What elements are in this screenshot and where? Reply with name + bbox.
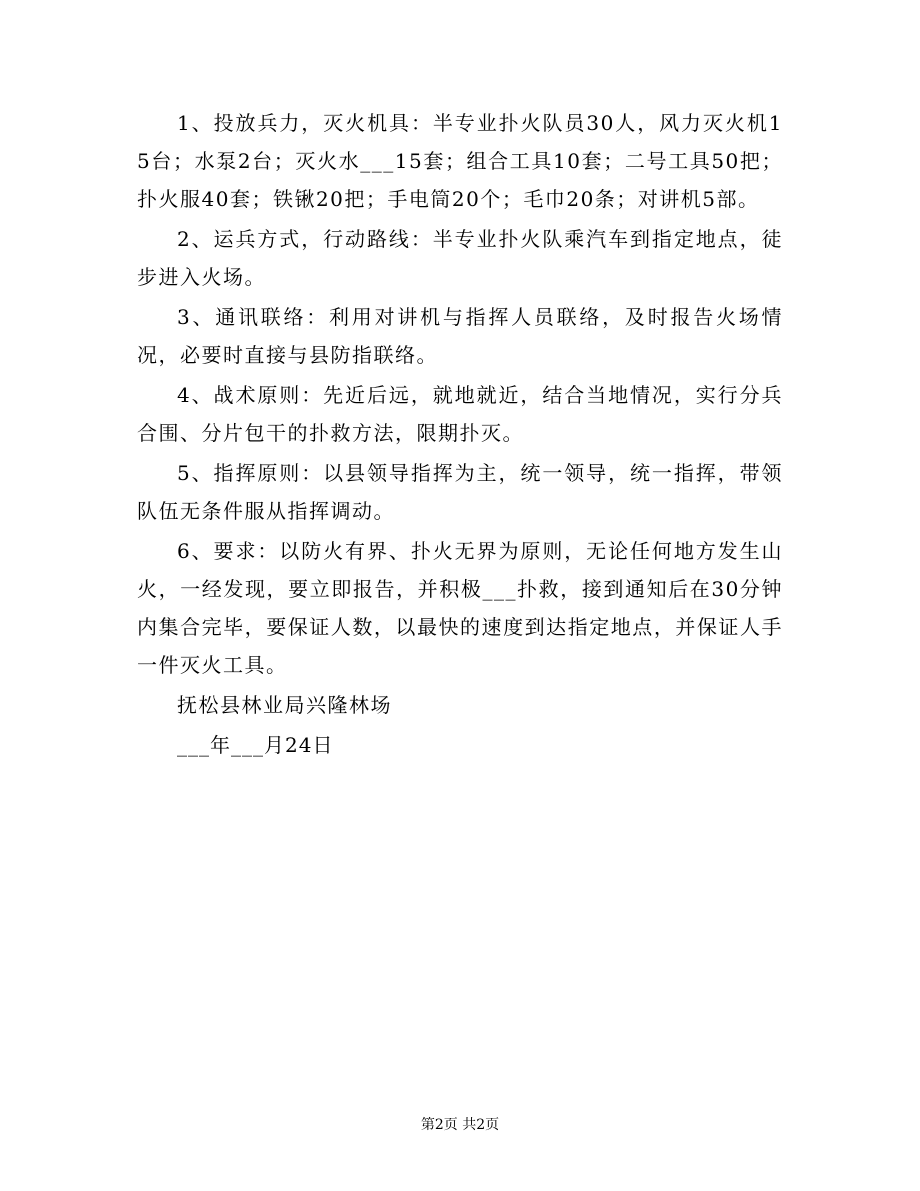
signature-date: ___年___月24日 (177, 733, 334, 757)
signature-organization: 抚松县林业局兴隆林场 (177, 693, 392, 717)
paragraph-1: 1、投放兵力，灭火机具：半专业扑火队员30人，风力灭火机15台；水泵2台；灭火水___15套；组合工具10套；二号工具50把；扑火服40套；铁锹20把；手电筒20个；毛巾20条；对讲机5部。 (137, 111, 783, 211)
paragraph-3: 3、通讯联络：利用对讲机与指挥人员联络，及时报告火场情况，必要时直接与县防指联络。 (137, 305, 783, 367)
page-number-footer: 第2页 共2页 (420, 1117, 500, 1133)
paragraph-5: 5、指挥原则：以县领导指挥为主，统一领导，统一指挥，带领队伍无条件服从指挥调动。 (137, 461, 783, 523)
paragraph-6: 6、要求：以防火有界、扑火无界为原则，无论任何地方发生山火，一经发现，要立即报告，并积极___扑救，接到通知后在30分钟内集合完毕，要保证人数，以最快的速度到达指定地点，并保证人手一件灭火工具。 (137, 539, 783, 677)
paragraph-2: 2、运兵方式，行动路线：半专业扑火队乘汽车到指定地点，徒步进入火场。 (137, 227, 783, 289)
paragraph-4: 4、战术原则：先近后远，就地就近，结合当地情况，实行分兵合围、分片包干的扑救方法，限期扑灭。 (137, 383, 783, 445)
document-body (137, 104, 783, 764)
